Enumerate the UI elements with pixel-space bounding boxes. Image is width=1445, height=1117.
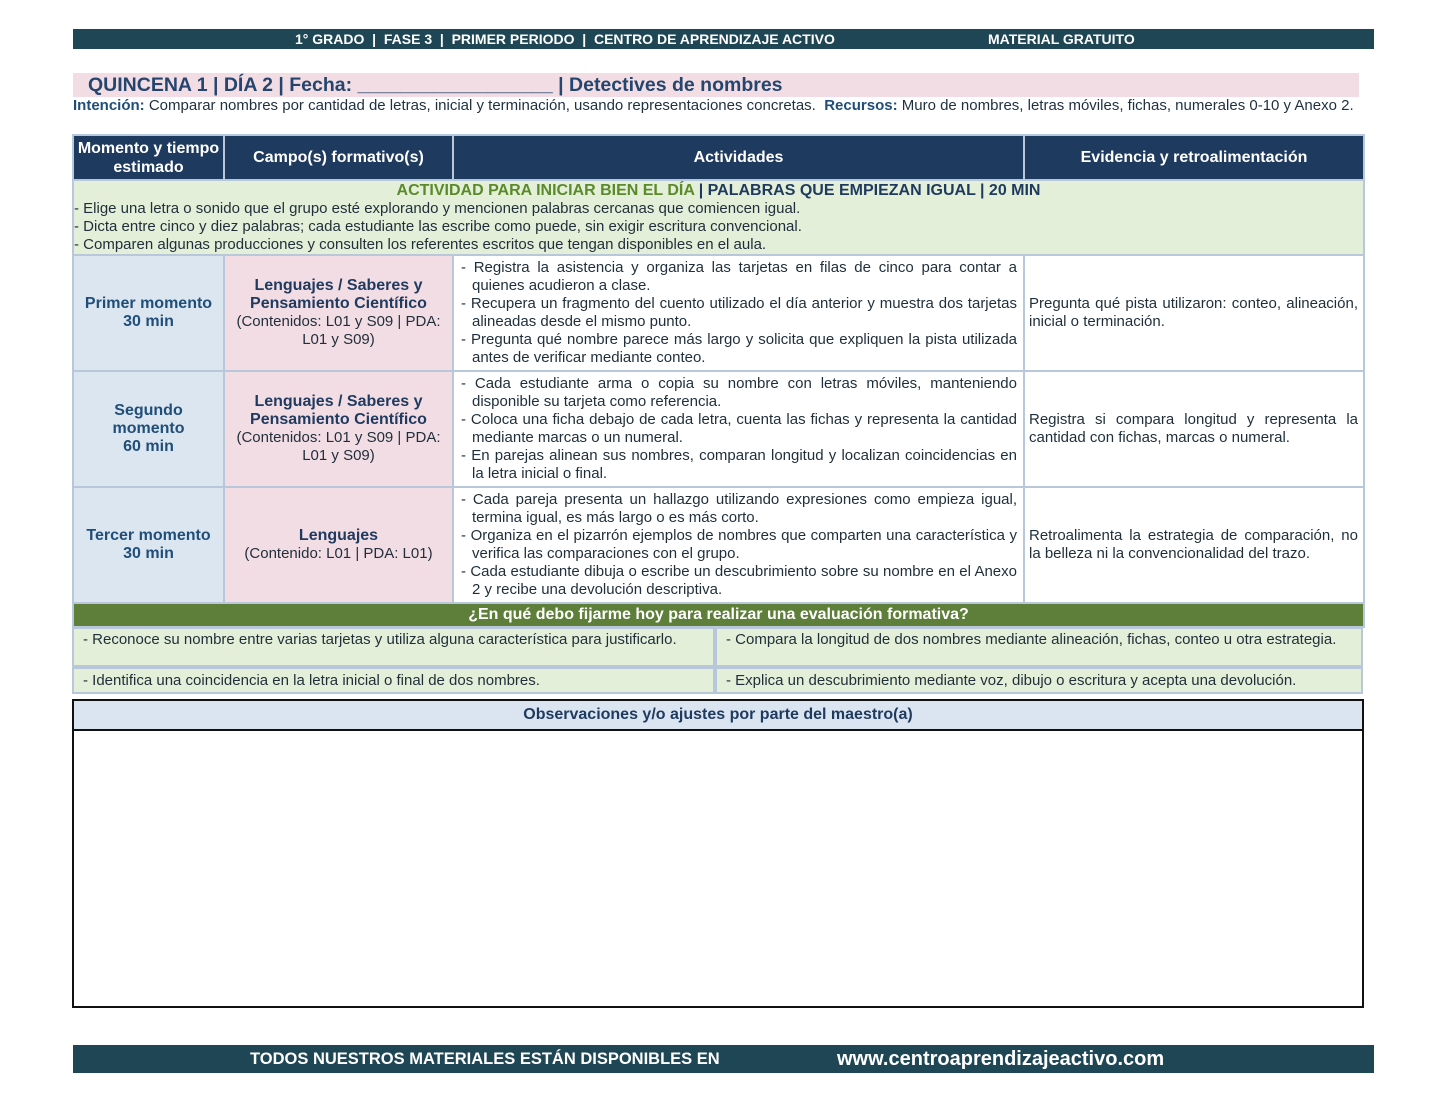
observations-box <box>72 699 1364 1008</box>
header-campo: Campo(s) formativo(s) <box>224 135 453 180</box>
page-title: QUINCENA 1 | DÍA 2 | Fecha: __________________ | Detectives de nombres <box>88 74 783 96</box>
list-item: - Cada estudiante dibuja o escribe un descubrimiento sobre su nombre en el Anexo 2 y recibe una devolución descriptiva. <box>461 563 1017 598</box>
evaluation-title: ¿En qué debo fijarme hoy para realizar una evaluación formativa? <box>73 603 1364 627</box>
table-row <box>73 255 1364 371</box>
footer-message: TODOS NUESTROS MATERIALES ESTÁN DISPONIBLES EN <box>250 1050 720 1068</box>
activities-cell <box>453 255 1024 371</box>
start-activity-title: ACTIVIDAD PARA INICIAR BIEN EL DÍA | PALABRAS QUE EMPIEZAN IGUAL | 20 MIN <box>396 182 1041 199</box>
list-item: - Registra la asistencia y organiza las tarjetas en filas de cinco para contar a quienes acudieron a clase. <box>461 259 1017 294</box>
list-item: - Cada pareja presenta un hallazgo utilizando expresiones como empieza igual, termina igual, es más largo o es más corto. <box>461 491 1017 526</box>
lesson-plan-table <box>72 134 1365 668</box>
start-activity-row <box>73 180 1364 255</box>
list-item: - Organiza en el pizarrón ejemplos de nombres que comparten una característica y verifica las comparaciones con el grupo. <box>461 527 1017 562</box>
title-bar <box>73 73 1359 97</box>
table-row <box>73 487 1364 603</box>
header-activities: Actividades <box>453 135 1024 180</box>
list-item: - En parejas alinean sus nombres, comparan longitud y localizan coincidencias en la letra inicial o final. <box>461 447 1017 482</box>
resources-label: Recursos: <box>824 97 898 114</box>
observations-title: Observaciones y/o ajustes por parte del maestro(a) <box>74 701 1362 731</box>
evidence-cell: Retroalimenta la estrategia de comparación, no la belleza ni la convencionalidad del trazo. <box>1024 487 1364 603</box>
table-row <box>73 371 1364 487</box>
evidence-cell: Pregunta qué pista utilizaron: conteo, alineación, inicial o terminación. <box>1024 255 1364 371</box>
moment-cell: Segundo momento 60 min <box>73 371 224 487</box>
header-free-label: MATERIAL GRATUITO <box>988 31 1135 47</box>
campo-cell: Lenguajes / Saberes y Pensamiento Científico (Contenidos: L01 y S09 | PDA: L01 y S09) <box>224 371 453 487</box>
campo-cell: Lenguajes (Contenido: L01 | PDA: L01) <box>224 487 453 603</box>
footer-url-link[interactable]: www.centroaprendizajeactivo.com <box>837 1048 1165 1070</box>
moment-cell: Tercer momento 30 min <box>73 487 224 603</box>
list-item: - Dicta entre cinco y diez palabras; cada estudiante las escribe como puede, sin exigir escritura convencional. <box>74 218 802 235</box>
header-evidence: Evidencia y retroalimentación <box>1024 135 1364 180</box>
evaluation-item: - Explica un descubrimiento mediante voz, dibujo o escritura y acepta una devolución. <box>715 667 1363 694</box>
activities-cell <box>453 487 1024 603</box>
list-item: - Pregunta qué nombre parece más largo y solicita que expliquen la pista utilizada antes de verificar mediante conteo. <box>461 331 1017 366</box>
activities-cell <box>453 371 1024 487</box>
evaluation-item: - Reconoce su nombre entre varias tarjetas y utiliza alguna característica para justificarlo. <box>72 627 715 667</box>
campo-cell: Lenguajes / Saberes y Pensamiento Científico (Contenidos: L01 y S09 | PDA: L01 y S09) <box>224 255 453 371</box>
list-item: - Comparen algunas producciones y consulten los referentes escritos que tengan disponibles en el aula. <box>74 236 767 253</box>
evaluation-header-row <box>73 603 1364 627</box>
table-header-row <box>73 135 1364 180</box>
list-item: - Recupera un fragmento del cuento utilizado el día anterior y muestra dos tarjetas alineadas desde el mismo punto. <box>461 295 1017 330</box>
resources-text: Muro de nombres, letras móviles, fichas, numerales 0-10 y Anexo 2. <box>901 97 1354 114</box>
list-item: - Elige una letra o sonido que el grupo esté explorando y mencionen palabras cercanas que comiencen igual. <box>74 200 801 217</box>
intent-paragraph <box>73 97 1372 115</box>
footer-bar <box>73 1045 1374 1073</box>
list-item: - Cada estudiante arma o copia su nombre con letras móviles, manteniendo disponible su tarjeta como referencia. <box>461 375 1017 410</box>
header-meta: 1° GRADO | FASE 3 | PRIMER PERIODO | CENTRO DE APRENDIZAJE ACTIVO <box>295 31 835 47</box>
evaluation-grid <box>72 627 1363 695</box>
intent-text: Comparar nombres por cantidad de letras, inicial y terminación, usando representaciones concretas. <box>148 97 816 114</box>
intent-label: Intención: <box>73 97 145 114</box>
header-bar <box>73 29 1374 49</box>
start-activity-list <box>74 200 1363 254</box>
evidence-cell: Registra si compara longitud y representa la cantidad con fichas, marcas o numeral. <box>1024 371 1364 487</box>
evaluation-item: - Compara la longitud de dos nombres mediante alineación, fichas, conteo u otra estrategia. <box>715 627 1363 667</box>
evaluation-item: - Identifica una coincidencia en la letra inicial o final de dos nombres. <box>72 667 715 694</box>
moment-cell: Primer momento 30 min <box>73 255 224 371</box>
header-moment: Momento y tiempo estimado <box>73 135 224 180</box>
observations-area[interactable] <box>74 731 1362 1006</box>
list-item: - Coloca una ficha debajo de cada letra, cuenta las fichas y representa la cantidad mediante marcas o un numeral. <box>461 411 1017 446</box>
